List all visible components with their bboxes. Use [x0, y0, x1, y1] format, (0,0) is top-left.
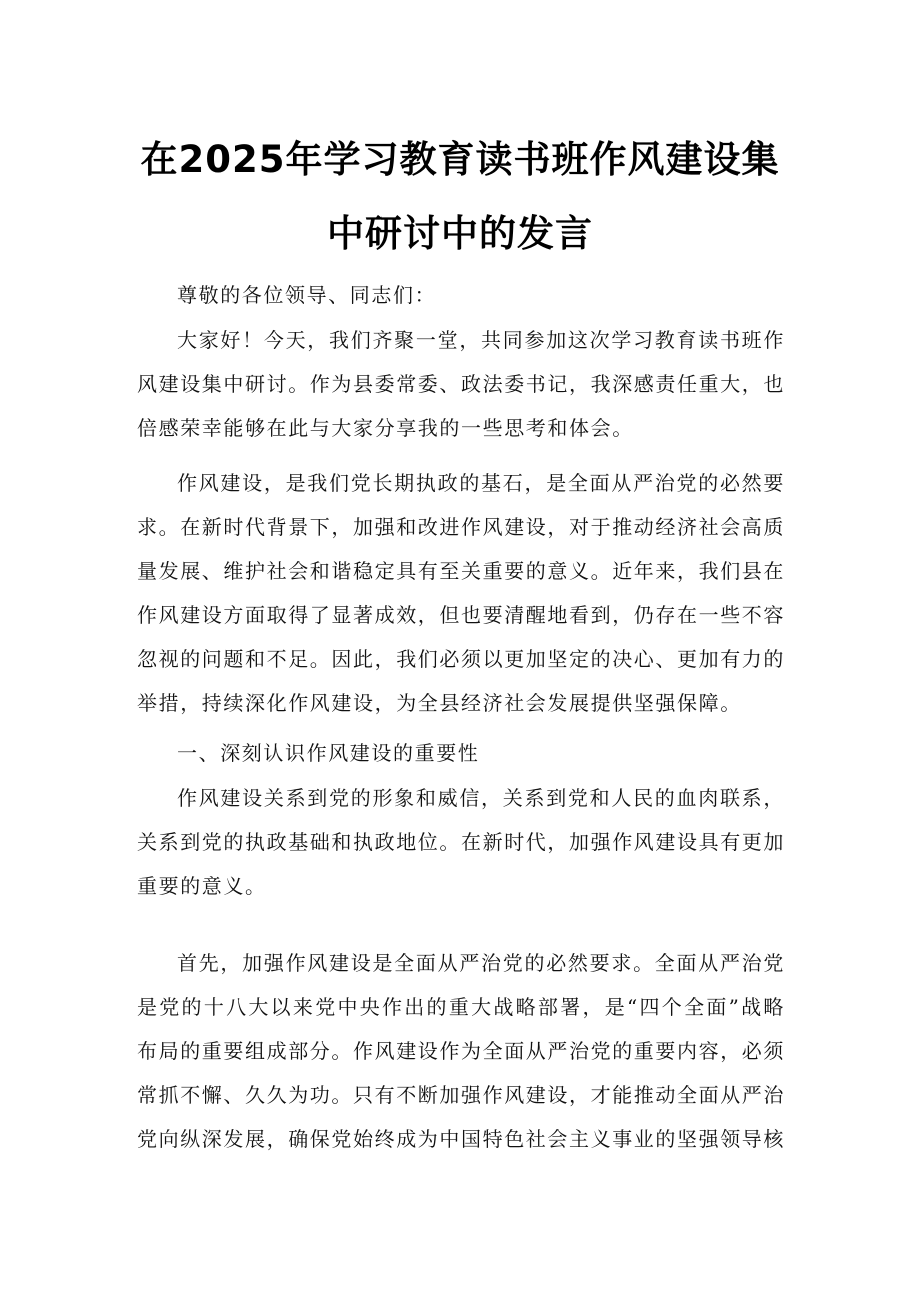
paragraph-first-point: 首先，加强作风建设是全面从严治党的必然要求。全面从严治党是党的十八大以来党中央作出的重大战略部署，是“四个全面”战略布局的重要组成部分。作风建设作为全面从严治党的重要内容，必须常抓不懈、久久为功。只有不断加强作风建设，才能推动全面从严治党向纵深发展，确保党始终成为中国特色社会主义事业的坚强领导核 — [137, 951, 785, 1151]
document-title-line-1: 在2025年学习教育读书班作风建设集 — [140, 138, 780, 181]
document-title-line-2: 中研讨中的发言 — [327, 212, 593, 255]
paragraph-intro: 作风建设，是我们党长期执政的基石，是全面从严治党的必然要求。在新时代背景下，加强和改进作风建设，对于推动经济社会高质量发展、维护社会和谐稳定具有至关重要的意义。近年来，我们县在作风建设方面取得了显著成效，但也要清醒地看到，仍存在一些不容忽视的问题和不足。因此，我们必须以更加坚定的决心、更加有力的举措，持续深化作风建设，为全县经济社会发展提供坚强保障。 — [137, 471, 785, 715]
paragraph-section-1: 作风建设关系到党的形象和威信，关系到党和人民的血肉联系，关系到党的执政基础和执政地位。在新时代，加强作风建设具有更加重要的意义。 — [137, 786, 785, 898]
section-heading-1: 一、深刻认识作风建设的重要性 — [177, 741, 480, 765]
paragraph-greeting: 大家好！今天，我们齐聚一堂，共同参加这次学习教育读书班作风建设集中研讨。作为县委常委、政法委书记，我深感责任重大，也倍感荣幸能够在此与大家分享我的一些思考和体会。 — [137, 328, 785, 440]
salutation: 尊敬的各位领导、同志们： — [177, 283, 437, 307]
